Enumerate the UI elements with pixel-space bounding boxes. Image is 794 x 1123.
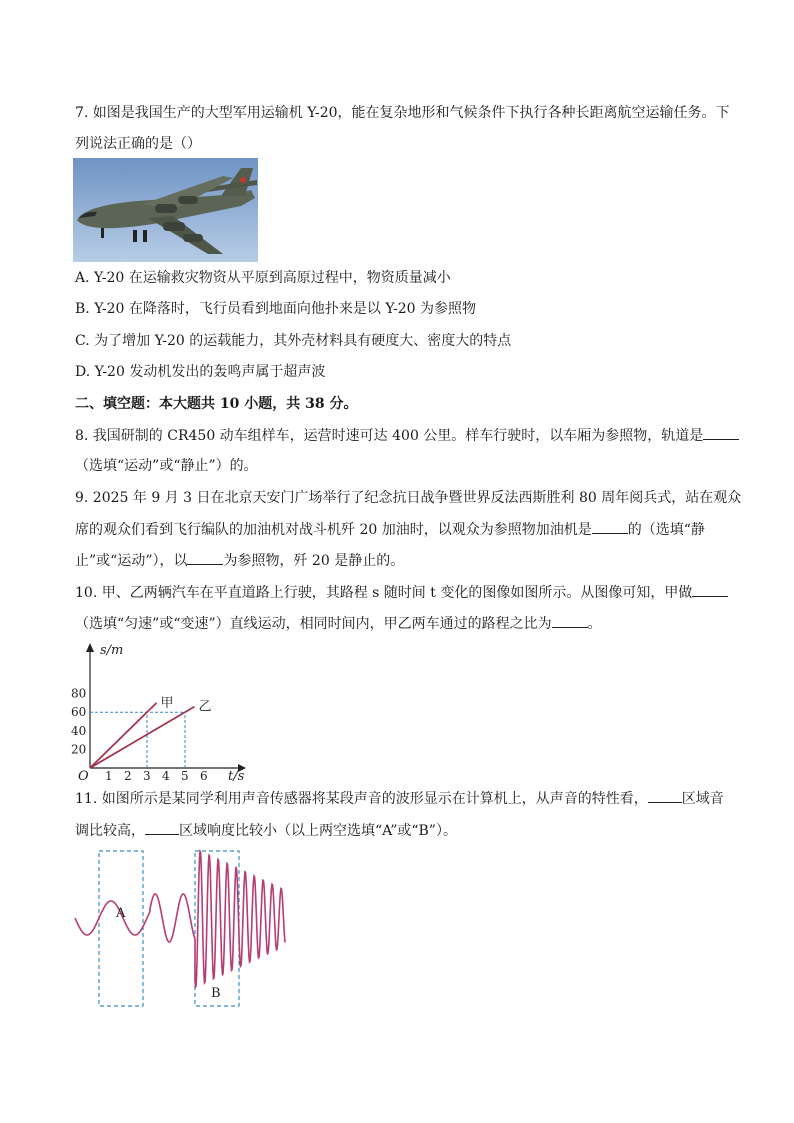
q10-text-1: 10. 甲、乙两辆汽车在平直道路上行驶，其路程 s 随时间 t 变化的图像如图所示。从图像可知，甲做 bbox=[75, 585, 693, 601]
x-tick-label: 4 bbox=[162, 769, 170, 783]
q8-line2: （选填“运动”或“静止”）的。 bbox=[75, 458, 258, 474]
q9-text-2a: 席的观众们看到飞行编队的加油机对战斗机歼 20 加油时，以观众为参照物加油机是 bbox=[75, 522, 592, 538]
x-axis-label: t/s bbox=[228, 769, 245, 783]
x-tick-label: 5 bbox=[181, 769, 189, 783]
q9-line2 bbox=[75, 519, 705, 540]
y-axis-label: s/m bbox=[100, 643, 124, 658]
q7-stem-line2: 列说法正确的是（） bbox=[75, 136, 201, 152]
x-tick-label: 2 bbox=[124, 769, 132, 783]
q11-text-1a: 11. 如图所示是某同学利用声音传感器将某段声音的波形显示在计算机上，从声音的特性看， bbox=[75, 791, 648, 807]
q8-text-1: 8. 我国研制的 CR450 动车组样车，运营时速可达 400 公里。样车行驶时，以车厢为参照物，轨道是 bbox=[75, 428, 704, 444]
sound-waveform-figure bbox=[70, 846, 290, 1010]
q11-blank-2[interactable] bbox=[145, 820, 179, 835]
y-tick-label: 60 bbox=[71, 705, 87, 720]
distance-time-chart bbox=[70, 638, 260, 783]
q7-option-d: D. Y-20 发动机发出的轰鸣声属于超声波 bbox=[75, 364, 326, 380]
q10-line1 bbox=[75, 582, 728, 603]
q8-blank-1[interactable] bbox=[703, 425, 739, 440]
y-axis-arrow bbox=[86, 643, 94, 652]
q11-line2 bbox=[75, 820, 457, 841]
x-tick-label: 6 bbox=[200, 769, 208, 783]
q7-stem-line1: 7. 如图是我国生产的大型军用运输机 Y-20，能在复杂地形和气候条件下执行各种长距离航空运输任务。下 bbox=[75, 105, 730, 121]
q11-text-1b: 区域音 bbox=[681, 791, 724, 807]
q8-line1 bbox=[75, 425, 739, 446]
region-a-box bbox=[99, 851, 143, 1006]
q10-blank-1[interactable] bbox=[692, 582, 728, 597]
q9-text-3b: 为参照物，歼 20 是静止的。 bbox=[223, 553, 405, 569]
q9-line3 bbox=[75, 550, 404, 571]
series-label-yi: 乙 bbox=[198, 699, 212, 715]
region-a-label: A bbox=[116, 906, 126, 921]
q11-blank-1[interactable] bbox=[648, 788, 682, 803]
waveform bbox=[75, 851, 285, 987]
y-tick-label: 20 bbox=[71, 742, 87, 757]
q7-option-c: C. 为了增加 Y-20 的运载能力，其外壳材料具有硬度大、密度大的特点 bbox=[75, 333, 512, 349]
q9-blank-1[interactable] bbox=[592, 519, 628, 534]
x-tick-label: 1 bbox=[105, 769, 113, 783]
y20-aircraft-photo bbox=[73, 158, 258, 262]
y-tick-label: 80 bbox=[71, 686, 87, 701]
q9-line1: 9. 2025 年 9 月 3 日在北京天安门广场举行了纪念抗日战争暨世界反法西斯胜利 80 周年阅兵式，站在观众 bbox=[75, 490, 742, 506]
q9-blank-2[interactable] bbox=[187, 550, 223, 565]
q10-text-2b: 。 bbox=[587, 616, 602, 632]
q7-option-a: A. Y-20 在运输救灾物资从平原到高原过程中，物资质量减小 bbox=[75, 270, 451, 286]
q9-text-2b: 的（选填“静 bbox=[627, 522, 705, 538]
x-tick-label: 3 bbox=[143, 769, 151, 783]
origin-label: O bbox=[78, 769, 89, 783]
q10-line2 bbox=[75, 613, 602, 634]
q11-text-2a: 调比较高， bbox=[75, 823, 145, 839]
region-b-label: B bbox=[211, 986, 221, 1001]
q10-text-2a: （选填“匀速”或“变速”）直线运动，相同时间内，甲乙两车通过的路程之比为 bbox=[75, 616, 552, 632]
section-2-title: 二、填空题：本大题共 10 小题，共 38 分。 bbox=[75, 396, 358, 412]
q10-blank-2[interactable] bbox=[552, 613, 588, 628]
q7-option-b: B. Y-20 在降落时，飞行员看到地面向他扑来是以 Y-20 为参照物 bbox=[75, 301, 477, 317]
q9-text-3a: 止”或“运动”），以 bbox=[75, 553, 188, 569]
q11-line1 bbox=[75, 788, 724, 809]
y-tick-label: 40 bbox=[71, 723, 87, 738]
q11-text-2b: 区域响度比较小（以上两空选填“A”或“B”）。 bbox=[179, 823, 457, 839]
series-label-jia: 甲 bbox=[160, 695, 174, 711]
